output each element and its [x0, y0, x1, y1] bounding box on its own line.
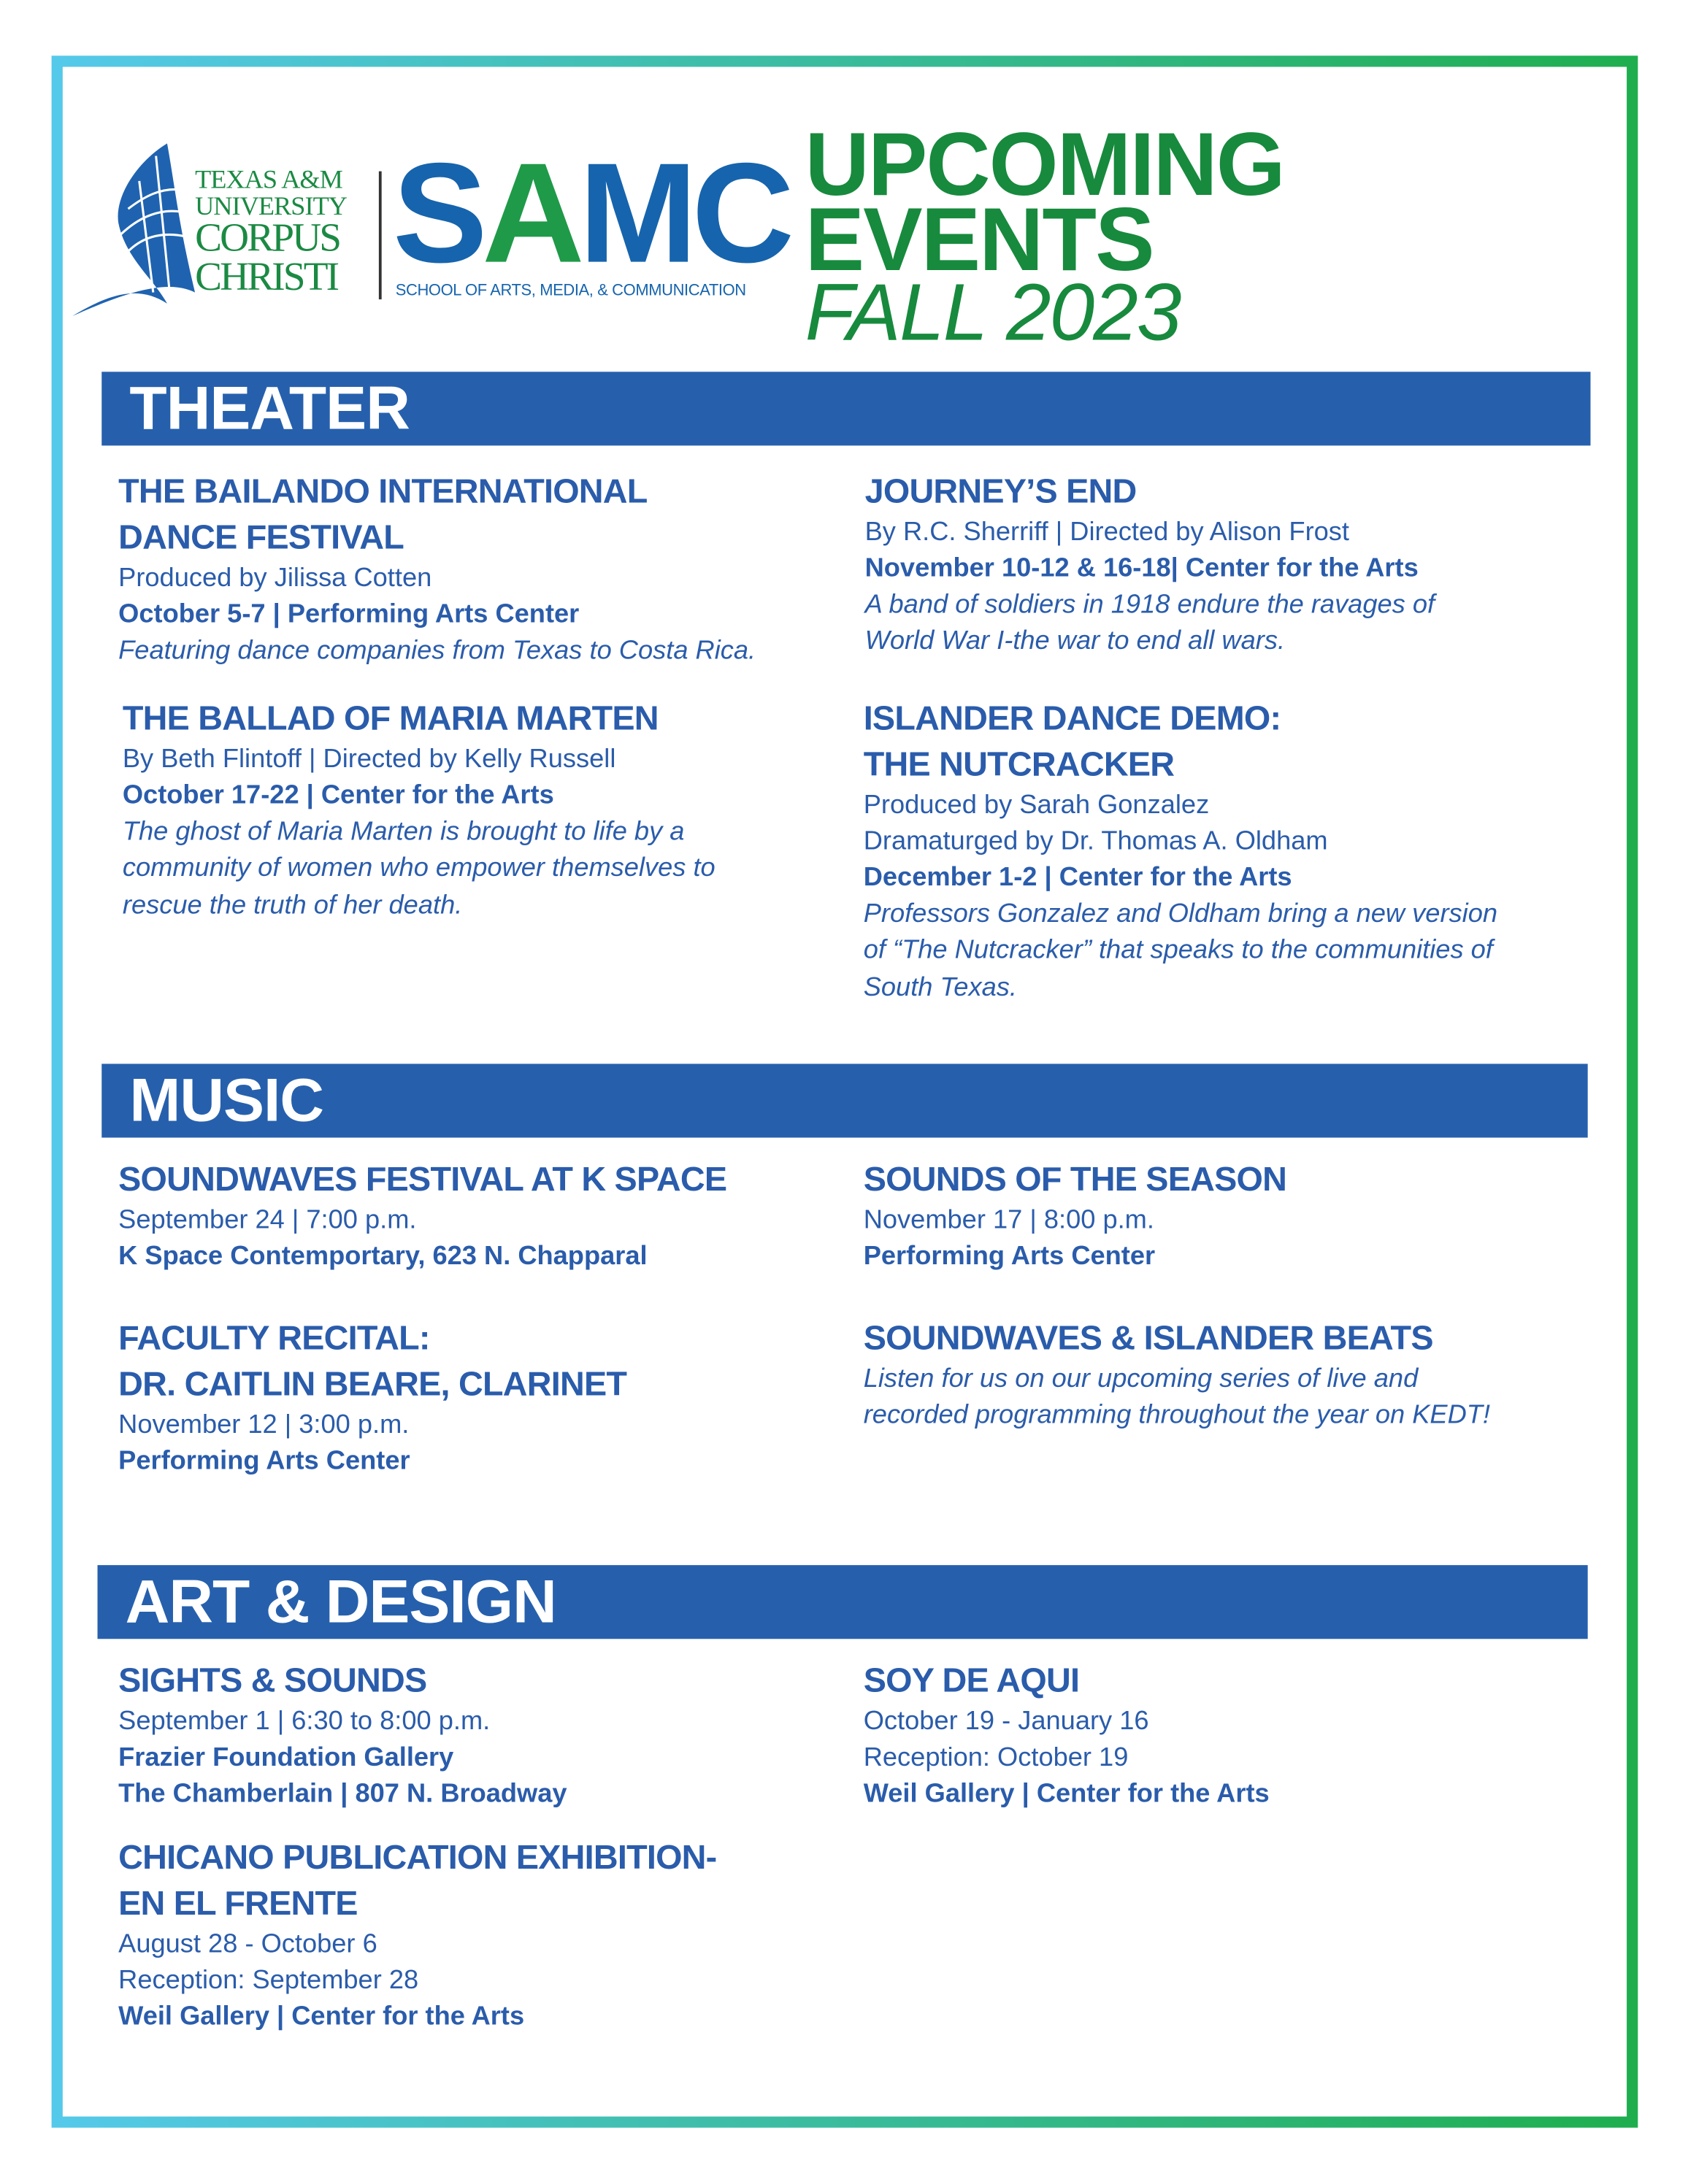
samc-letter: M [579, 134, 692, 293]
event-date: November 12 | 3:00 p.m. [118, 1410, 410, 1440]
event-title: THE NUTCRACKER [863, 746, 1175, 784]
event-venue: Frazier Foundation Gallery [118, 1743, 454, 1773]
event-description: Listen for us on our upcoming series of live and [863, 1364, 1419, 1394]
event-date-venue: October 5-7 | Performing Arts Center [118, 600, 580, 630]
event-theater [118, 469, 843, 670]
event-title: SOY DE AQUI [863, 1662, 1080, 1701]
event-title: THE BAILANDO INTERNATIONAL [118, 473, 648, 512]
event-description: of “The Nutcracker” that speaks to the communities of [863, 936, 1493, 966]
event-date-venue: October 17-22 | Center for the Arts [122, 781, 554, 811]
logo-text: CORPUS [195, 215, 340, 261]
event-art [118, 1835, 843, 2036]
logo-text: UNIVERSITY [195, 192, 347, 222]
event-theater [864, 696, 1588, 1007]
event-date-venue: December 1-2 | Center for the Arts [863, 863, 1292, 893]
logo-divider [379, 172, 382, 299]
event-art [118, 1658, 843, 1813]
event-credit: Produced by Jilissa Cotten [118, 564, 432, 593]
page-title-line1: UPCOMING [805, 114, 1284, 215]
event-title: DANCE FESTIVAL [118, 519, 404, 558]
event-venue: Performing Arts Center [863, 1242, 1156, 1272]
university-bird-logo-icon [69, 139, 195, 320]
samc-letter: C [691, 134, 789, 293]
samc-letter: S [392, 134, 483, 293]
event-reception: Reception: September 28 [118, 1966, 419, 1996]
event-music [864, 1157, 1588, 1275]
event-venue: K Space Contemportary, 623 N. Chapparal [118, 1242, 648, 1272]
event-title: ISLANDER DANCE DEMO: [863, 700, 1281, 739]
event-description: rescue the truth of her death. [122, 891, 463, 920]
event-title: SOUNDWAVES FESTIVAL AT K SPACE [118, 1161, 727, 1199]
event-description: Professors Gonzalez and Oldham bring a new version [863, 899, 1498, 929]
event-venue: Performing Arts Center [118, 1446, 410, 1477]
event-date: August 28 - October 6 [118, 1929, 377, 1959]
event-credit: Dramaturged by Dr. Thomas A. Oldham [863, 827, 1328, 857]
event-reception: Reception: October 19 [863, 1743, 1129, 1773]
event-description: recorded programming throughout the year on KEDT! [863, 1401, 1490, 1431]
event-description: A band of soldiers in 1918 endure the ravages of [864, 590, 1435, 620]
page-title-season: FALL 2023 [805, 267, 1181, 358]
event-art [864, 1658, 1588, 1813]
event-description: Featuring dance companies from Texas to Costa Rica. [118, 636, 756, 666]
event-title: EN EL FRENTE [118, 1885, 358, 1923]
event-date: September 1 | 6:30 to 8:00 p.m. [118, 1707, 491, 1737]
event-theater [865, 469, 1589, 661]
tamucc-wordmark [195, 167, 347, 297]
section-header-art-design: ART & DESIGN [98, 1565, 1588, 1639]
event-credit: By Beth Flintoff | Directed by Kelly Russell [122, 745, 616, 774]
event-title: DR. CAITLIN BEARE, CLARINET [118, 1366, 627, 1404]
event-date: October 19 - January 16 [863, 1707, 1149, 1737]
event-description: South Texas. [863, 972, 1017, 1002]
event-credit: By R.C. Sherriff | Directed by Alison Frost [864, 518, 1350, 547]
page-title-line2: EVENTS [805, 189, 1154, 290]
samc-letter: A [482, 134, 580, 293]
event-date: November 17 | 8:00 p.m. [863, 1205, 1154, 1236]
samc-subtitle: SCHOOL OF ARTS, MEDIA, & COMMUNICATION [395, 282, 746, 300]
event-title: CHICANO PUBLICATION EXHIBITION- [118, 1839, 717, 1877]
event-title: THE BALLAD OF MARIA MARTEN [122, 700, 659, 739]
event-title: JOURNEY’S END [864, 473, 1137, 512]
event-title: SOUNDS OF THE SEASON [863, 1161, 1287, 1199]
event-venue: The Chamberlain | 807 N. Broadway [118, 1779, 567, 1809]
event-description: community of women who empower themselves to [122, 853, 716, 883]
event-venue: Weil Gallery | Center for the Arts [863, 1779, 1270, 1809]
event-date-venue: November 10-12 & 16-18| Center for the Arts [864, 554, 1419, 584]
event-title: SOUNDWAVES & ISLANDER BEATS [863, 1320, 1433, 1358]
event-music [864, 1316, 1588, 1435]
section-header-theater: THEATER [101, 372, 1590, 445]
event-music [118, 1157, 843, 1275]
event-title: SIGHTS & SOUNDS [118, 1662, 427, 1701]
event-title: FACULTY RECITAL: [118, 1320, 430, 1358]
event-theater [123, 696, 847, 925]
logo-text: CHRISTI [195, 254, 338, 299]
event-date: September 24 | 7:00 p.m. [118, 1205, 417, 1236]
section-header-music: MUSIC [101, 1064, 1587, 1137]
logo-text: TEXAS A&M [195, 166, 342, 196]
event-credit: Produced by Sarah Gonzalez [863, 791, 1210, 820]
event-description: The ghost of Maria Marten is brought to life by a [122, 817, 685, 847]
event-music [118, 1316, 843, 1480]
event-venue: Weil Gallery | Center for the Arts [118, 2002, 525, 2032]
event-description: World War I-the war to end all wars. [864, 626, 1286, 657]
